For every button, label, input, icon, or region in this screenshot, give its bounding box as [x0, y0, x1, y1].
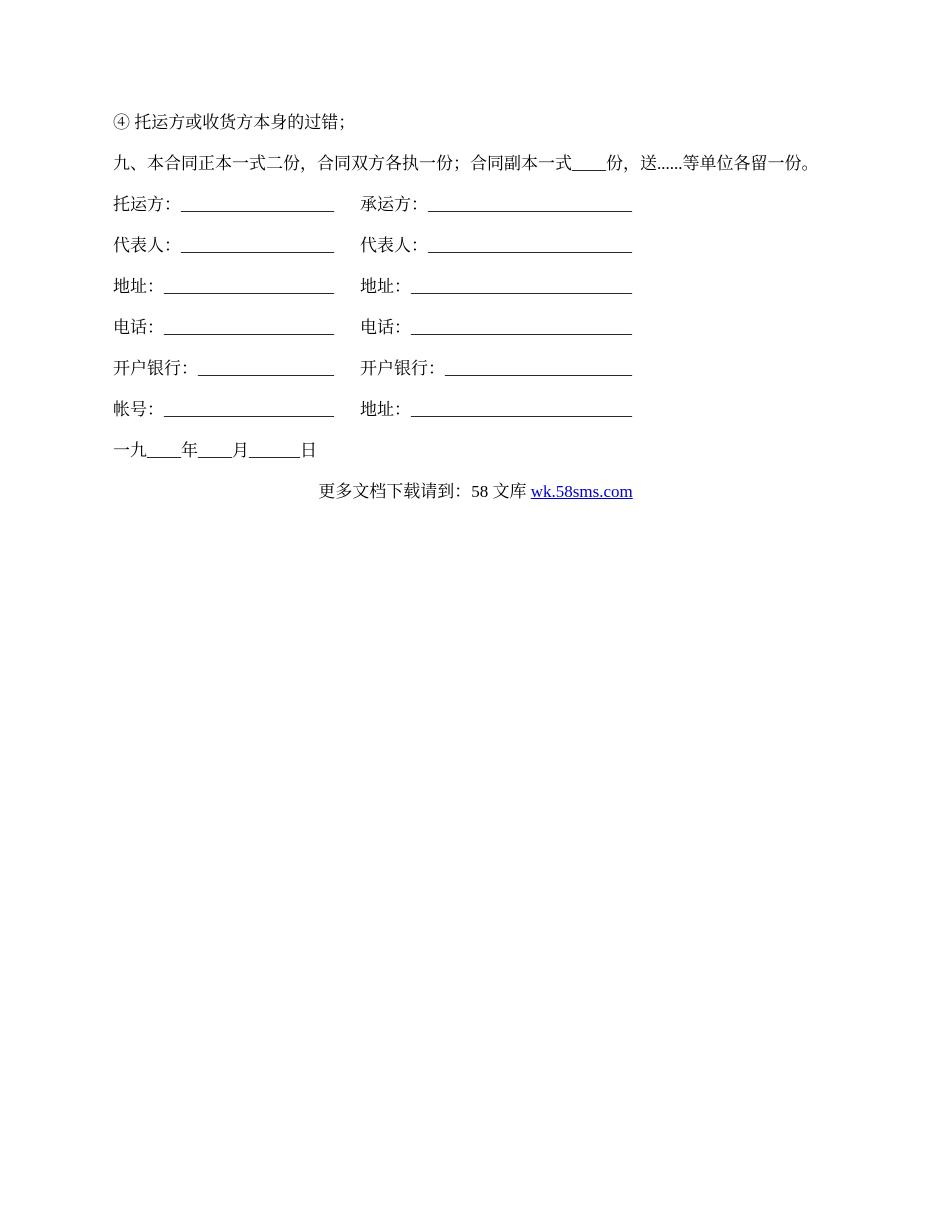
field-row-account — [113, 399, 838, 421]
field-row-bank — [113, 358, 838, 380]
address-left-field: 地址：____________________ — [113, 277, 334, 296]
document-page — [113, 112, 838, 503]
clause-9-text: 九、本合同正本一式二份，合同双方各执一份；合同副本一式____份，送......等单位各留一份。 — [113, 154, 819, 173]
field-row-phone — [113, 317, 838, 339]
item-4-text: ④ 托运方或收货方本身的过错； — [113, 113, 356, 132]
bank-right-field: 开户银行：______________________ — [360, 359, 632, 378]
representative-left-field: 代表人：__________________ — [113, 236, 334, 255]
footer — [113, 481, 838, 503]
representative-right-field: 代表人：________________________ — [360, 236, 632, 255]
field-row-representative — [113, 235, 838, 257]
bank-left-field: 开户银行：________________ — [113, 359, 334, 378]
date-line: 一九____年____月______日 — [113, 441, 317, 460]
consignor-field: 托运方：__________________ — [113, 195, 334, 214]
address-right-field: 地址：__________________________ — [360, 277, 632, 296]
address-second-right-field: 地址：__________________________ — [360, 400, 632, 419]
footer-link[interactable]: wk.58sms.com — [530, 482, 633, 501]
footer-text: 更多文档下载请到：58 文库 — [318, 482, 531, 501]
account-field: 帐号：____________________ — [113, 400, 334, 419]
carrier-field: 承运方：________________________ — [360, 195, 632, 214]
field-row-consignor — [113, 194, 838, 216]
phone-left-field: 电话：____________________ — [113, 318, 334, 337]
phone-right-field: 电话：__________________________ — [360, 318, 632, 337]
field-row-address — [113, 276, 838, 298]
